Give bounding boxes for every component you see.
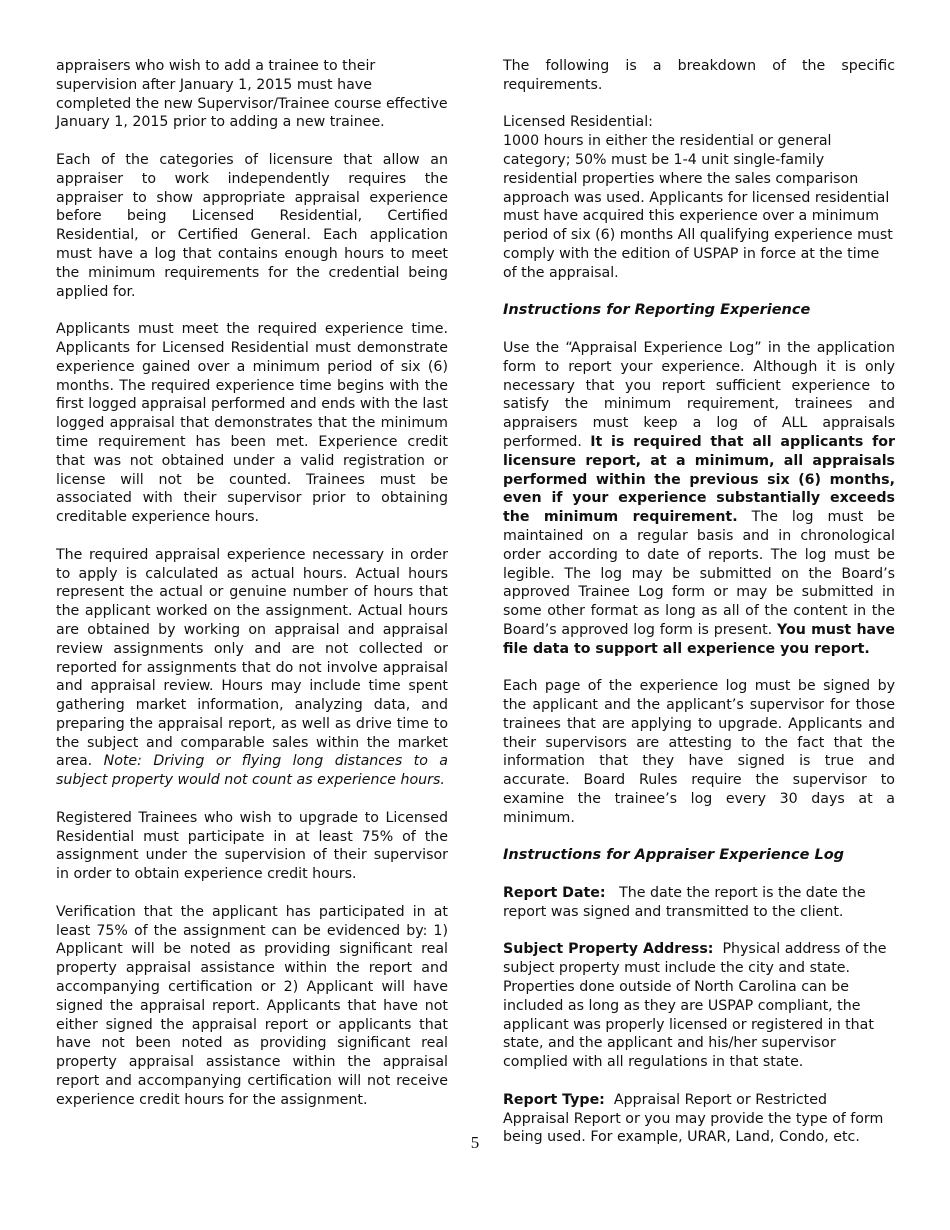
reporting-text-b: The log must be maintained on a regular basis and in chronological order according to date of reports. The log must be legible. The log may be submitted on the Board’s approved Trainee Log form or may be submitted in some other format as long as all of the content in the Board’s approved log form is present. [503, 509, 895, 638]
licensed-residential-heading: Licensed Residential: [503, 114, 653, 131]
heading-reporting-experience: Instructions for Reporting Experience [503, 302, 811, 319]
left-paragraph-supervisor-course: appraisers who wish to add a trainee to their supervision after January 1, 2015 must have completed the new Supervisor/Trainee course effective January 1, 2015 prior to adding a new trainee. [56, 58, 448, 131]
driving-note: Note: Driving or flying long distances to a subject property would not count as experience hours. [56, 753, 448, 789]
licensed-residential-body: 1000 hours in either the residential or general category; 50% must be 1-4 unit single-family residential properties where the sales comparison approach was used. Applicants for licensed residential must have acquired this experience over a minimum period of six (6) months All qualifying experience must comply with the edition of USPAP in force at the time of the appraisal. [503, 133, 893, 281]
page-number: 5 [470, 1133, 480, 1152]
reporting-bold-file-data: You must have file data to support all experience you report. [503, 621, 895, 657]
report-date-item [503, 884, 895, 922]
subject-property-item [503, 940, 895, 1072]
report-date-text: The date the report is the date the report was signed and transmitted to the client. [503, 885, 866, 920]
left-paragraph-trainee-upgrade: Registered Trainees who wish to upgrade to Licensed Residential must participate in at least 75% of the assignment under the supervision of their supervisor in order to obtain experience credit hours. [56, 809, 448, 883]
right-column [503, 57, 895, 1166]
right-paragraph-breakdown: The following is a breakdown of the specific requirements. [503, 58, 895, 93]
left-paragraph-licensure-categories: Each of the categories of licensure that allow an appraiser to work independently requires the appraiser to show appropriate appraisal experience before being Licensed Residential, Certified Residential, or Certified General. Each application must have a log that contains enough hours to meet the minimum requirements for the credential being applied for. [56, 151, 448, 300]
reporting-experience-paragraph [503, 339, 895, 659]
left-paragraph-experience-time: Applicants must meet the required experience time. Applicants for Licensed Residential must demonstrate experience gained over a minimum period of six (6) months. The required experience time begins with the first logged appraisal performed and ends with the last logged appraisal that demonstrates that the minimum time requirement has been met. Experience credit that was not obtained under a valid registration or license will not be counted. Trainees must be associated with their supervisor prior to obtaining creditable experience hours. [56, 321, 448, 526]
left-paragraph-verification: Verification that the applicant has participated in at least 75% of the assignment can be evidenced by: 1) Applicant will be noted as providing significant real property appraisal assistance within the report and accompanying certification or 2) Applicant will have signed the appraisal report. Applicants that have not either signed the appraisal report or applicants that have not been noted as providing significant real property appraisal assistance within the appraisal report and accompanying certification will not receive experience credit hours for the assignment. [56, 903, 448, 1108]
report-type-label: Report Type: [503, 1091, 605, 1108]
heading-appraiser-experience-log: Instructions for Appraiser Experience Log [503, 847, 845, 864]
left-paragraph-actual-hours [56, 546, 448, 790]
left-column [56, 57, 448, 1128]
report-type-text: Appraisal Report or Restricted Appraisal Report or you may provide the type of form being used. For example, URAR, Land, Condo, etc. [503, 1091, 884, 1146]
reporting-bold-requirement: It is required that all applicants for licensure report, at a minimum, all appraisals performed within the previous six (6) months, even if your experience substantially exceeds the minimum requirement. [503, 433, 895, 526]
actual-hours-text: The required appraisal experience necessary in order to apply is calculated as actual hours. Actual hours represent the actual or genuine number of hours that the applicant worked on the assignment. Actual hours are obtained by working on appraisal and appraisal review assignments only and are not collected or reported for assignments that do not involve appraisal and appraisal review. Hours may include time spent gathering market information, analyzing data, and preparing the appraisal report, as well as drive time to the subject and comparable sales within the market area. [56, 546, 448, 770]
licensed-residential-block [503, 113, 895, 282]
report-date-label: Report Date: [503, 885, 606, 902]
subject-property-text: Physical address of the subject property must include the city and state. Properties done outside of North Carolina can be included as long as they are USPAP compliant, the applicant was properly licensed or registered in that state, and the applicant and his/her supervisor complied with all regulations in that state. [503, 941, 887, 1071]
subject-property-label: Subject Property Address: [503, 941, 714, 958]
signing-paragraph: Each page of the experience log must be signed by the applicant and the applicant’s supervisor for those trainees that are applying to upgrade. Applicants and their supervisors are attesting to the fact that the information that they have signed is true and accurate. Board Rules require the supervisor to examine the trainee’s log every 30 days at a minimum. [503, 678, 895, 826]
reporting-text-a: Use the “Appraisal Experience Log” in the application form to report your experience. Although it is only necessary that you report sufficient experience to satisfy the minimum requirement, trainees and appraisers must keep a log of ALL appraisals performed. [503, 339, 895, 450]
